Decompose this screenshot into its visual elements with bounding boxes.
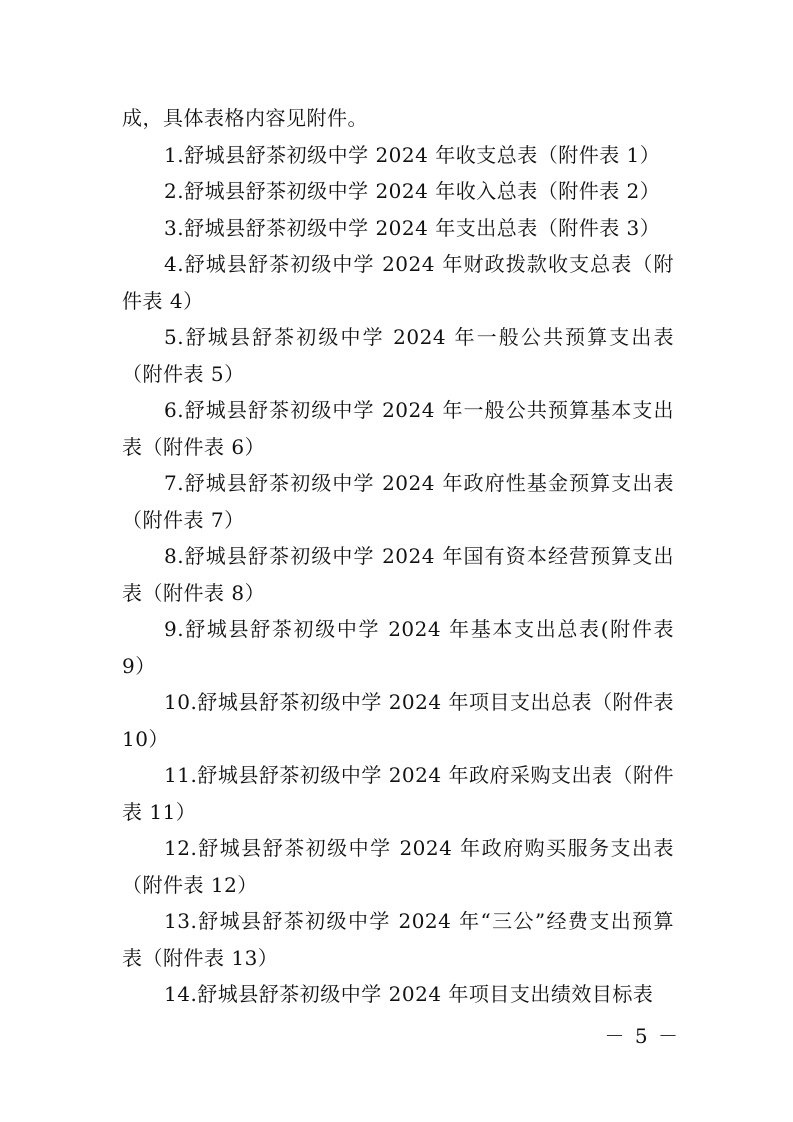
attachment-item-10: 10.舒城县舒茶初级中学 2024 年项目支出总表（附件表 10） [122, 690, 674, 751]
attachment-item-13: 13.舒城县舒茶初级中学 2024 年“三公”经费支出预算表（附件表 13） [122, 909, 674, 970]
attachment-item-3: 3.舒城县舒茶初级中学 2024 年支出总表（附件表 3） [164, 215, 661, 240]
attachment-item-2: 2.舒城县舒茶初级中学 2024 年收入总表（附件表 2） [164, 179, 661, 203]
attachment-item-4: 4.舒城县舒茶初级中学 2024 年财政拨款收支总表（附件表 4） [122, 252, 674, 313]
intro-paragraph: 成，具体表格内容见附件。 [122, 106, 368, 130]
attachment-item-6: 6.舒城县舒茶初级中学 2024 年一般公共预算基本支出表（附件表 6） [122, 398, 674, 459]
body-text [122, 100, 674, 1013]
attachment-item-5: 5.舒城县舒茶初级中学 2024 年一般公共预算支出表（附件表 5） [122, 325, 674, 386]
attachment-item-1: 1.舒城县舒茶初级中学 2024 年收支总表（附件表 1） [164, 142, 661, 167]
page-number: － 5 － [604, 1024, 680, 1048]
attachment-item-9: 9.舒城县舒茶初级中学 2024 年基本支出总表(附件表 9） [122, 617, 674, 678]
attachment-item-12: 12.舒城县舒茶初级中学 2024 年政府购买服务支出表（附件表 12） [122, 836, 674, 897]
attachment-item-7: 7.舒城县舒茶初级中学 2024 年政府性基金预算支出表（附件表 7） [122, 471, 674, 532]
attachment-item-8: 8.舒城县舒茶初级中学 2024 年国有资本经营预算支出表（附件表 8） [122, 544, 674, 605]
attachment-item-11: 11.舒城县舒茶初级中学 2024 年政府采购支出表（附件表 11） [122, 763, 674, 824]
attachment-item-14: 14.舒城县舒茶初级中学 2024 年项目支出绩效目标表 [164, 982, 654, 1006]
